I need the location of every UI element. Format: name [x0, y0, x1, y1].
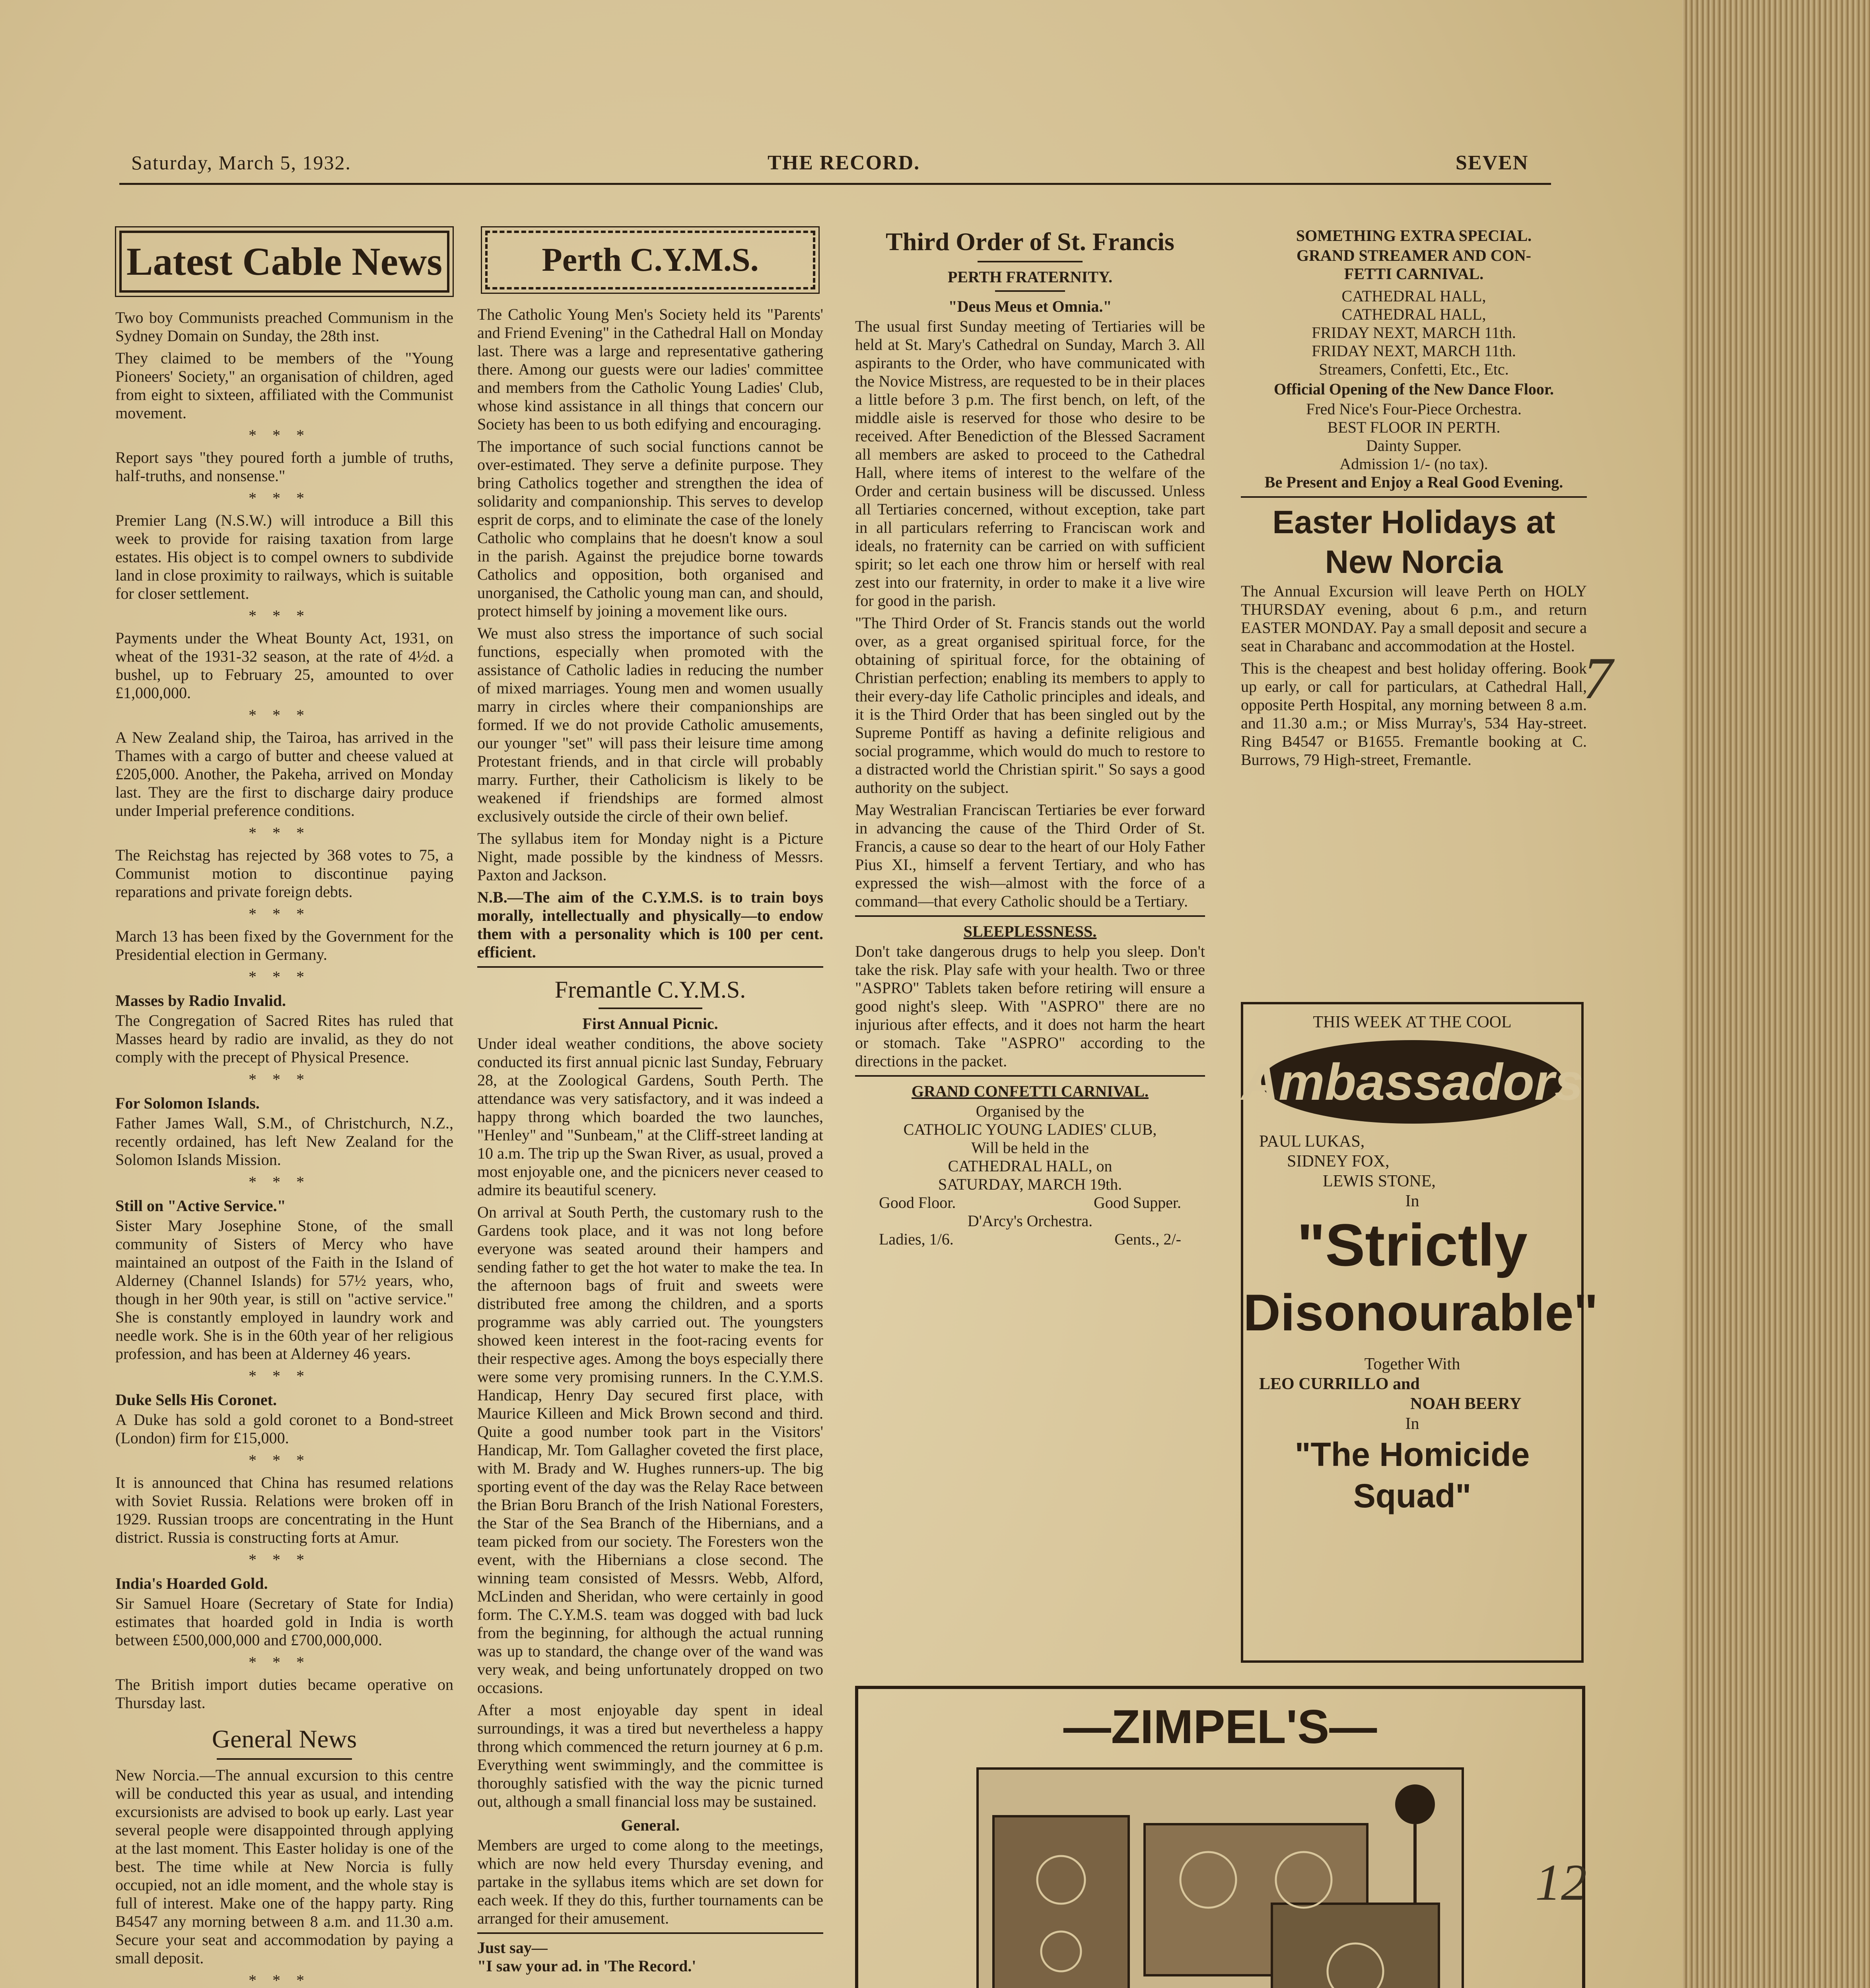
easter-paragraph: The Annual Excursion will leave Perth on HOLY THURSDAY evening, about 6 p.m., and return EASTER MONDAY. Pay a small deposit and secure a seat in Charabanc and accommodation at the Hostel. — [1241, 582, 1587, 655]
carnival-ad-line: FETTI CARNIVAL. — [1344, 265, 1484, 283]
easter-paragraph: This is the cheapest and best holiday offering. Book up early, or call for particulars, at Cathedral Hall, opposite Perth Hospital, any morning between 8 a.m. and 11.30 a.m.; or Miss Murray's, 534 Hay-street. Ring B4547 or B1655. Fremantle booking at C. Burrows, 79 High-street, Fremantle. — [1241, 659, 1587, 769]
carnival-ad-line: SOMETHING EXTRA SPECIAL. — [1296, 227, 1532, 245]
column-4 — [1241, 223, 1587, 773]
section-rule — [855, 1075, 1205, 1077]
carnival-ad-line: FRIDAY NEXT, MARCH 11th. — [1312, 324, 1516, 342]
carnival-ad-line: Official Opening of the New Dance Floor. — [1273, 380, 1554, 398]
separator-stars: *** — [249, 1551, 320, 1569]
separator-stars: *** — [249, 1173, 320, 1191]
duke-heading: Duke Sells His Coronet. — [115, 1391, 277, 1409]
carnival-ad-line: Streamers, Confetti, Etc., Etc. — [1319, 360, 1509, 378]
cast-line: LEWIS STONE, — [1323, 1172, 1436, 1190]
zimpel-brand: —ZIMPEL'S— — [1063, 1700, 1377, 1753]
section-rule — [1241, 496, 1587, 498]
confetti-row — [855, 1230, 1205, 1248]
third-order-paragraph: "The Third Order of St. Francis stands out the world over, as a great organised spiritual force, for the obtaining of spiritual force, for the obtaining of Christian perfection; enabling its members to apply to their every-day life Catholic principles and ideals, and it is the Third Order that has been singled out by the Supreme Pontiff as having a definite religious and social programme, which would do much to restore to a distracted world the Christian spirit." So says a good authority on the subject. — [855, 614, 1205, 796]
carnival-ad-line: Dainty Supper. — [1366, 437, 1462, 454]
cyms-paragraph: N.B.—The aim of the C.Y.M.S. is to train boys morally, intellectually and physically—to endow them with a personality which is 100 per cent. efficient. — [477, 888, 823, 961]
separator-stars: *** — [249, 1971, 320, 1988]
in-label: In — [1405, 1192, 1419, 1210]
news-item: Two boy Communists preached Communism in the Sydney Domain on Sunday, the 28th inst. — [115, 309, 453, 345]
film-title-1a: "Strictly — [1297, 1211, 1528, 1278]
picnic-paragraph: On arrival at South Perth, the customary rush to the Gardens took place, and it was not long before everyone was seated around their hampers and sending father to get the hot water to make the tea. In the afternoon bags of fruit and sweets were distributed free among the children, and a sports programme was ably carried out. The youngsters showed keen interest in the foot-racing events for their respective ages. Among the boys especially there were some very promising runners. In the C.Y.M.S. Handicap, Henry Day secured first place, with Maurice Killeen and Mick Brown second and third. Quite a good number took part in the Visitors' Handicap, Mr. Tom Gallagher coveted the first place, with M. Brady and W. Hughes runners-up. The big sporting event of the day was the Relay Race between the Brian Boru Branch of the Irish National Foresters, the Star of the Sea Branch of the Hibernians, and a team picked from our society. The Foresters won the event, with the Hibernians a close second. The winning team consisted of Messrs. Webb, Alford, McLinden and Sheridan, who were certainly in good form. The C.Y.M.S. team was dogged with bad luck from the beginning, for although the actual running was up to standard, the change over of the wand was very weak, and being unfortunately dropped on two occasions. — [477, 1203, 823, 1697]
separator-stars: *** — [249, 489, 320, 507]
news-item: Premier Lang (N.S.W.) will introduce a Bill this week to provide for raising taxation from large estates. His object is to compel owners to subdivide land in close proximity to railways, which is suitable for closer settlement. — [115, 511, 453, 602]
book-page-edges — [1682, 0, 1870, 1988]
carnival-ad-line: FRIDAY NEXT, MARCH 11th. — [1312, 342, 1516, 360]
easter-heading-2: New Norcia — [1325, 544, 1503, 580]
confetti-heading: GRAND CONFETTI CARNIVAL. — [912, 1082, 1149, 1100]
heading-rule — [599, 1008, 702, 1009]
cyms-paragraph: The syllabus item for Monday night is a Picture Night, made possible by the kindness of Messrs. Paxton and Jackson. — [477, 829, 823, 884]
lounge-suite-illustration — [970, 1761, 1471, 1988]
sleeplessness-heading: SLEEPLESSNESS. — [963, 922, 1097, 940]
carnival-ad-line: Be Present and Enjoy a Real Good Evening. — [1264, 473, 1563, 491]
confetti-orchestra: D'Arcy's Orchestra. — [967, 1212, 1093, 1230]
zimpel-ad — [855, 1686, 1585, 1988]
confetti-floor: Good Floor. — [879, 1194, 956, 1211]
carnival-ad-line: Admission 1/- (no tax). — [1339, 455, 1488, 473]
saw-ad-label: "I saw your ad. in 'The Record.' — [477, 1957, 696, 1975]
together-label: Together With — [1364, 1355, 1460, 1373]
carnival-ad-line: CATHEDRAL HALL, — [1341, 305, 1486, 323]
confetti-line: Will be held in the — [971, 1139, 1089, 1157]
page-number: SEVEN — [1456, 151, 1529, 174]
separator-stars: *** — [249, 1070, 320, 1088]
carnival-ad-line: Fred Nice's Four-Piece Orchestra. — [1306, 400, 1522, 418]
column-1 — [115, 223, 453, 1988]
third-order-paragraph: The usual first Sunday meeting of Tertiaries will be held at St. Mary's Cathedral on Sunday, March 3. All aspirants to the Order, who have communicated with the Novice Mistress, are requested to be in their places a little before 3 p.m. The first bench, on left, of the middle aisle is reserved for those who desire to be received. After Benediction of the Blessed Sacrament all members are asked to proceed to the Cathedral Hall, where items of interest to the welfare of the Order and certain business will be discussed. Unless all Tertiaries concerned, without exception, take part in all particulars referring to Franciscan work and ideals, no fraternity can be carried on with sufficient spirit; so let each one throw him or herself with real zest into our fraternity, in order to make it a live wire for good in the parish. — [855, 317, 1205, 610]
carnival-ad-line: BEST FLOOR IN PERTH. — [1327, 418, 1501, 436]
carnival-ad-line: GRAND STREAMER AND CON- — [1296, 247, 1532, 264]
easter-heading-1: Easter Holidays at — [1272, 504, 1555, 540]
cyms-paragraph: The Catholic Young Men's Society held its "Parents' and Friend Evening" in the Cathedral Hall on Monday last. There was a large and representative gathering there. Among our guests were our ladies' committee and members from the Catholic Young Ladies' Club, whose kind assistance in all things that concern our Society has been to us both edifying and encouraging. — [477, 305, 823, 433]
newspaper-title: THE RECORD. — [768, 151, 920, 174]
perth-fraternity-heading: PERTH FRATERNITY. — [947, 268, 1113, 286]
cast2-line: LEO CURRILLO and — [1259, 1375, 1420, 1393]
confetti-line: Organised by the — [976, 1102, 1085, 1120]
separator-stars: *** — [249, 968, 320, 986]
cast-line: PAUL LUKAS, — [1259, 1132, 1365, 1151]
confetti-line: CATHOLIC YOUNG LADIES' CLUB, — [903, 1120, 1157, 1138]
handwritten-mark-12: 12 — [1535, 1854, 1587, 1911]
india-heading: India's Hoarded Gold. — [115, 1574, 268, 1592]
general-text: Members are urged to come along to the meetings, which are now held every Thursday evening, and partake in the syllabus items which are set down for each week. If they do this, further tournaments can be arranged for their amusement. — [477, 1836, 823, 1927]
cinema-tagline: THIS WEEK AT THE COOL — [1313, 1013, 1512, 1031]
section-rule — [477, 1932, 823, 1934]
latest-cable-news-heading: Latest Cable News — [119, 231, 449, 293]
cast2-line: NOAH BEERY — [1410, 1395, 1522, 1413]
picnic-paragraph: After a most enjoyable day spent in ideal surroundings, it was a tired but nevertheless a happy throng which commenced the return journey at 6 p.m. Everything went swimmingly, and the committee is thoroughly satisfied with the way the picnic turned out, although a small financial loss may be sustained. — [477, 1701, 823, 1810]
heading-rule — [978, 261, 1083, 262]
active-service-heading: Still on "Active Service." — [115, 1197, 286, 1215]
news-item: March 13 has been fixed by the Government for the Presidential election in Germany. — [115, 927, 453, 963]
separator-stars: *** — [249, 706, 320, 724]
in-label: In — [1405, 1415, 1419, 1433]
confetti-row — [855, 1194, 1205, 1212]
third-order-paragraph: May Westralian Franciscan Tertiaries be ever forward in advancing the cause of the Third Order of St. Francis, a cause so dear to the heart of our Holy Father Pius XI., himself a fervent Tertiary, and who has expressed the wish—almost with the force of a command—that every Catholic should be a Tertiary. — [855, 801, 1205, 910]
general-heading: General. — [621, 1816, 680, 1834]
news-item: Report says "they poured forth a jumble of truths, half-truths, and nonsense." — [115, 448, 453, 485]
ambassadors-logo: Ambassadors — [1261, 1040, 1563, 1124]
film-title-2b: Squad" — [1353, 1477, 1472, 1514]
film-title-2a: "The Homicide — [1295, 1436, 1530, 1473]
separator-stars: *** — [249, 824, 320, 842]
separator-stars: *** — [249, 607, 320, 625]
news-item: Payments under the Wheat Bounty Act, 1931, on wheat of the 1931-32 season, at the rate of 4½d. a bushel, up to February 25, amounted to over £1,000,000. — [115, 629, 453, 702]
india-text: Sir Samuel Hoare (Secretary of State for India) estimates that hoarded gold in India is worth between £500,000,000 and £700,000,000. — [115, 1594, 453, 1649]
picnic-paragraph: Under ideal weather conditions, the above society conducted its first annual picnic last Sunday, February 28, at the Zoological Gardens, South Perth. The attendance was very satisfactory, and it was indeed a happy throng which boarded the two launches, "Henley" and "Sunbeam," at the Cliff-street landing at 10 a.m. The trip up the Swan River, as usual, proved a most enjoyable one, and the picnicers never ceased to admire its beautiful scenery. — [477, 1035, 823, 1199]
news-item: The Reichstag has rejected by 368 votes to 75, a Communist motion to discontinue paying reparations and private foreign debts. — [115, 846, 453, 901]
first-annual-picnic-heading: First Annual Picnic. — [582, 1015, 718, 1033]
solomon-heading: For Solomon Islands. — [115, 1094, 260, 1112]
separator-stars: *** — [249, 426, 320, 444]
confetti-line: SATURDAY, MARCH 19th. — [938, 1175, 1122, 1193]
cyms-paragraph: The importance of such social functions cannot be over-estimated. They serve a definite purpose. They bring Catholics together and strengthen the idea of solidarity and companionship. This serves to develop esprit de corps, and to eliminate the case of the lonely Catholic who complains that he doesn't know a soul in the parish. Against the prejudice borne towards Catholics and opposition, both organised and unorganised, the Catholic young man can, and should, protect himself by joining a movement like ours. — [477, 437, 823, 620]
heading-rule — [995, 290, 1065, 292]
masses-text: The Congregation of Sacred Rites has ruled that Masses heard by radio are invalid, as they do not comply with the precept of Physical Presence. — [115, 1011, 453, 1066]
handwritten-mark-7: 7 — [1583, 645, 1613, 711]
news-item: They claimed to be members of the "Young Pioneers' Society," an organisation of children, aged from eight to sixteen, affiliated with the Communist movement. — [115, 349, 453, 422]
section-rule — [477, 966, 823, 968]
fremantle-cyms-heading: Fremantle C.Y.M.S. — [554, 977, 746, 1003]
confetti-ladies-price: Ladies, 1/6. — [879, 1230, 954, 1248]
solomon-text: Father James Wall, S.M., of Christchurch, N.Z., recently ordained, has left New Zealand for the Solomon Islands Mission. — [115, 1114, 453, 1169]
general-news-text: New Norcia.—The annual excursion to this centre will be conducted this year as usual, and intending excursionists are advised to book up early. Last year several people were disappointed through applying at the last moment. This Easter holiday is one of the best. The time while at New Norcia is fully occupied, not an idle moment, and the whole stay is full of interest. Make one of the happy party. Ring B4547 any morning between 8 a.m. and 11.30 a.m. Secure your seat and accommodation by paying a small deposit. — [115, 1766, 453, 1967]
third-order-heading: Third Order of St. Francis — [886, 227, 1174, 256]
confetti-supper: Good Supper. — [1094, 1194, 1181, 1211]
duke-text: A Duke has sold a gold coronet to a Bond-street (London) firm for £15,000. — [115, 1411, 453, 1447]
china-text: It is announced that China has resumed relations with Soviet Russia. Relations were broken off in 1929. Russian troops are concentrating in the Hunt district. Russia is constructing forts at Amur. — [115, 1474, 453, 1546]
perth-cyms-heading: Perth C.Y.M.S. — [485, 231, 815, 289]
cyms-paragraph: We must also stress the importance of such social functions, especially when promoted with the assistance of Catholic ladies in reducing the number of mixed marriages. Young men and women usually marry in circles where their companionships are formed. If we do not provide Catholic amusements, our younger "set" will pass their leisure time among Protestant friends, and in that circle will probably marry. Further, their Catholicism is likely to be weakened if friendships are formed almost exclusively outside the circle of their own belief. — [477, 624, 823, 825]
ambassadors-ad — [1241, 1002, 1598, 1663]
heading-rule — [217, 1758, 352, 1760]
confetti-gents-price: Gents., 2/- — [1114, 1230, 1181, 1248]
british-duties-text: The British import duties became operative on Thursday last. — [115, 1675, 453, 1712]
motto: "Deus Meus et Omnia." — [948, 297, 1112, 315]
active-service-text: Sister Mary Josephine Stone, of the small community of Sisters of Mercy who have maintained an outpost of the Faith in the Island of Alderney (Channel Islands) for 57½ years, who, though in her 90th year, is still on "active service." She is constantly employed in laundry work and needle work. She is in the 60th year of her religious profession, and has been at Alderney 46 years. — [115, 1217, 453, 1363]
film-title-1b: Disonourable" — [1243, 1283, 1598, 1342]
separator-stars: *** — [249, 1367, 320, 1385]
separator-stars: *** — [249, 1451, 320, 1469]
header-rule — [119, 183, 1551, 185]
cast-line: SIDNEY FOX, — [1287, 1152, 1390, 1171]
just-say-label: Just say— — [477, 1939, 548, 1957]
column-2 — [477, 223, 823, 1975]
section-rule — [855, 915, 1205, 917]
confetti-line: CATHEDRAL HALL, on — [948, 1157, 1112, 1175]
general-news-heading: General News — [212, 1725, 357, 1753]
column-3 — [855, 223, 1205, 1248]
news-item: A New Zealand ship, the Tairoa, has arrived in the Thames with a cargo of butter and cheese valued at £205,000. Another, the Pakeha, arrived on Monday last. They are the first to discharge dairy produce under Imperial preference conditions. — [115, 728, 453, 819]
sleeplessness-text: Don't take dangerous drugs to help you sleep. Don't take the risk. Play safe with your health. Two or three "ASPRO" Tablets taken before retiring will ensure a good night's sleep. With "ASPRO" there are no injurious after effects, and it does not harm the heart or stomach. Take "ASPRO" according to the directions in the packet. — [855, 942, 1205, 1070]
masses-heading: Masses by Radio Invalid. — [115, 992, 286, 1010]
issue-date: Saturday, March 5, 1932. — [131, 151, 351, 174]
separator-stars: *** — [249, 905, 320, 923]
carnival-ad-line: CATHEDRAL HALL, — [1341, 287, 1486, 305]
separator-stars: *** — [249, 1653, 320, 1671]
